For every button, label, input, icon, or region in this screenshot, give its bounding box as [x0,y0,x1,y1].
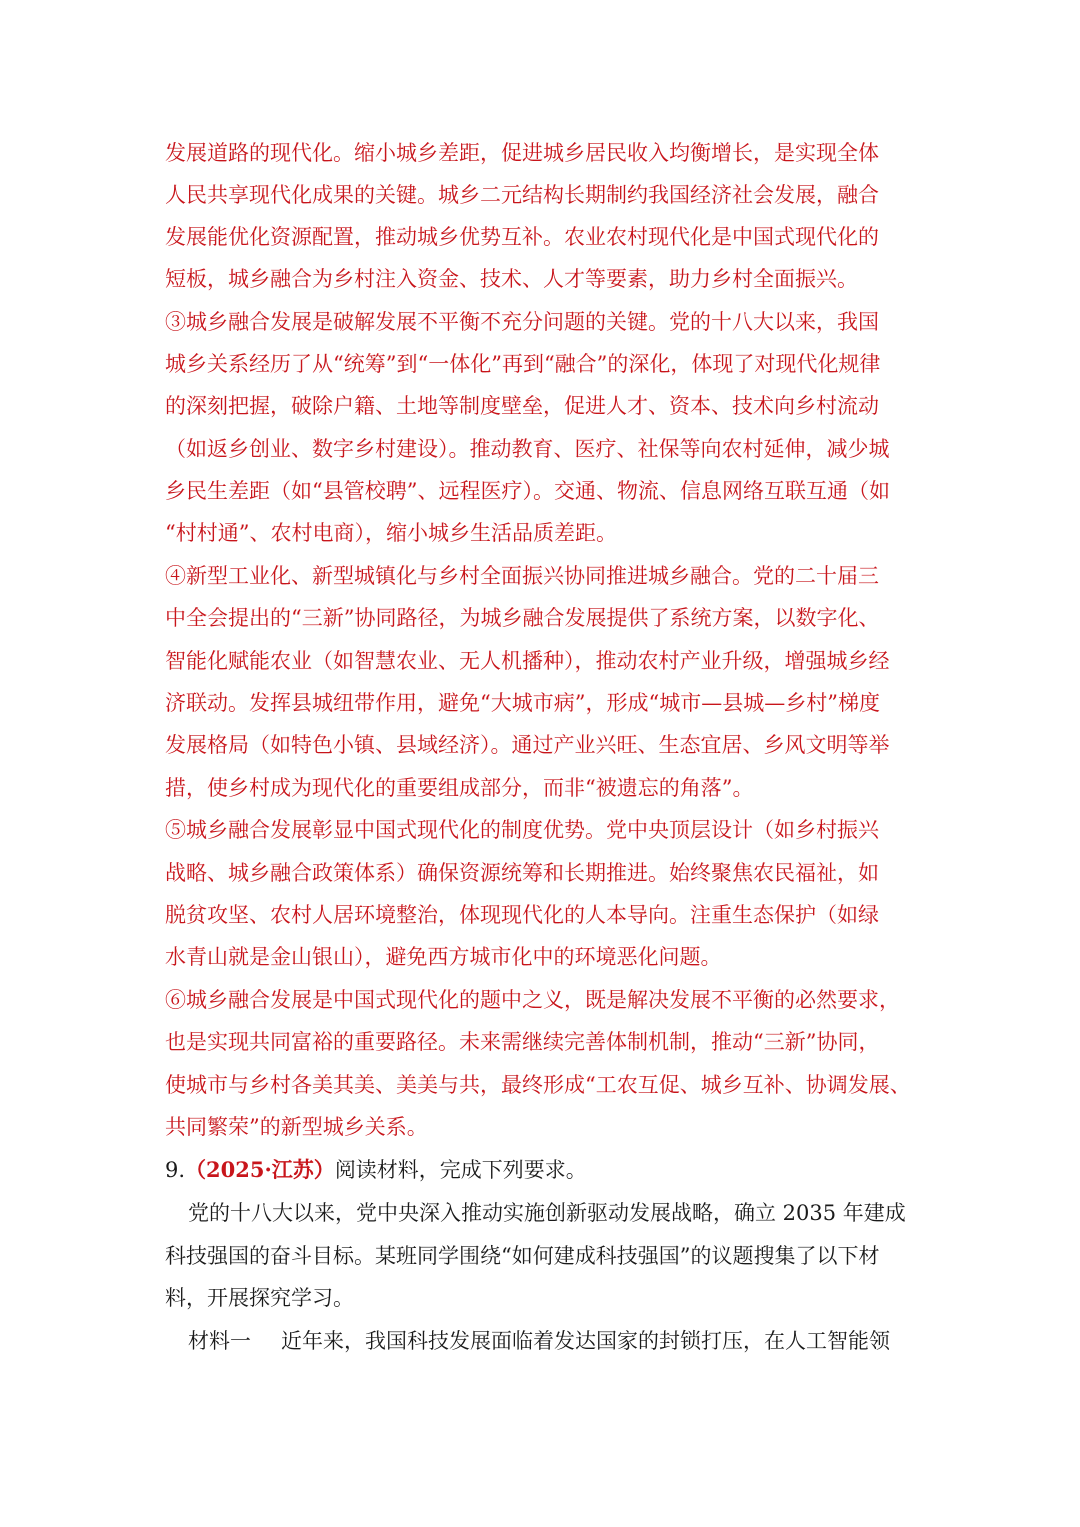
answer-line: 乡民生差距（如“县管校聘”、远程医疗）。交通、物流、信息网络互联互通（如 [165,479,890,503]
answer-line: 城乡关系经历了从“统筹”到“一体化”再到“融合”的深化，体现了对现代化规律 [165,352,881,376]
answer-line: 使城市与乡村各美其美、美美与共，最终形成“工农互促、城乡互补、协调发展、 [165,1073,911,1097]
answer-line: 济联动。发挥县城纽带作用，避免“大城市病”，形成“城市—县城—乡村”梯度 [165,691,880,715]
question-number: 9. [165,1158,186,1182]
answer-point-4: ④新型工业化、新型城镇化与乡村全面振兴协同推进城乡融合。党的二十届三 [165,564,879,588]
question-prompt: 阅读材料，完成下列要求。 [334,1158,587,1182]
answer-line: 发展格局（如特色小镇、县域经济）。通过产业兴旺、生态宜居、乡风文明等举 [165,733,890,757]
answer-line: （如返乡创业、数字乡村建设）。推动教育、医疗、社保等向农村延伸，减少城 [165,437,890,461]
answer-line: 水青山就是金山银山），避免西方城市化中的环境恶化问题。 [165,945,722,969]
answer-line: 脱贫攻坚、农村人居环境整治，体现现代化的人本导向。注重生态保护（如绿 [165,903,879,927]
question-intro-line: 党的十八大以来，党中央深入推动实施创新驱动发展战略，确立 2035 年建成 [188,1201,906,1225]
answer-line: “村村通”、农村电商），缩小城乡生活品质差距。 [165,521,617,545]
answer-line: 短板，城乡融合为乡村注入资金、技术、人才等要素，助力乡村全面振兴。 [165,267,858,291]
material-label: 材料一 [188,1329,251,1353]
answer-line: 也是实现共同富裕的重要路径。未来需继续完善体制机制，推动“三新”协同， [165,1030,880,1054]
question-header [165,1155,925,1185]
answer-line: 中全会提出的“三新”协同路径，为城乡融合发展提供了系统方案，以数字化、 [165,606,880,630]
answer-line: 的深刻把握，破除户籍、土地等制度壁垒，促进人才、资本、技术向乡村流动 [165,394,879,418]
answer-line: 战略、城乡融合政策体系）确保资源统筹和长期推进。始终聚焦农民福祉，如 [165,861,879,885]
answer-point-6: ⑥城乡融合发展是中国式现代化的题中之义，既是解决发展不平衡的必然要求， [165,988,900,1012]
answer-line: 共同繁荣”的新型城乡关系。 [165,1115,428,1139]
answer-point-3: ③城乡融合发展是破解发展不平衡不充分问题的关键。党的十八大以来，我国 [165,310,879,334]
answer-line: 人民共享现代化成果的关键。城乡二元结构长期制约我国经济社会发展，融合 [165,183,879,207]
answer-line: 措，使乡村成为现代化的重要组成部分，而非“被遗忘的角落”。 [165,776,754,800]
answer-line: 发展能优化资源配置，推动城乡优势互补。农业农村现代化是中国式现代化的 [165,225,879,249]
question-source: （2025·江苏） [185,1157,335,1182]
material-one [188,1326,948,1356]
material-text: 近年来，我国科技发展面临着发达国家的封锁打压，在人工智能领 [281,1329,890,1353]
answer-point-5: ⑤城乡融合发展彰显中国式现代化的制度优势。党中央顶层设计（如乡村振兴 [165,818,879,842]
question-intro-line: 科技强国的奋斗目标。某班同学围绕“如何建成科技强国”的议题搜集了以下材 [165,1244,880,1268]
question-intro-line: 料，开展探究学习。 [165,1286,354,1310]
answer-line: 智能化赋能农业（如智慧农业、无人机播种），推动农村产业升级，增强城乡经 [165,649,890,673]
answer-line: 发展道路的现代化。缩小城乡差距，促进城乡居民收入均衡增长，是实现全体 [165,141,879,165]
